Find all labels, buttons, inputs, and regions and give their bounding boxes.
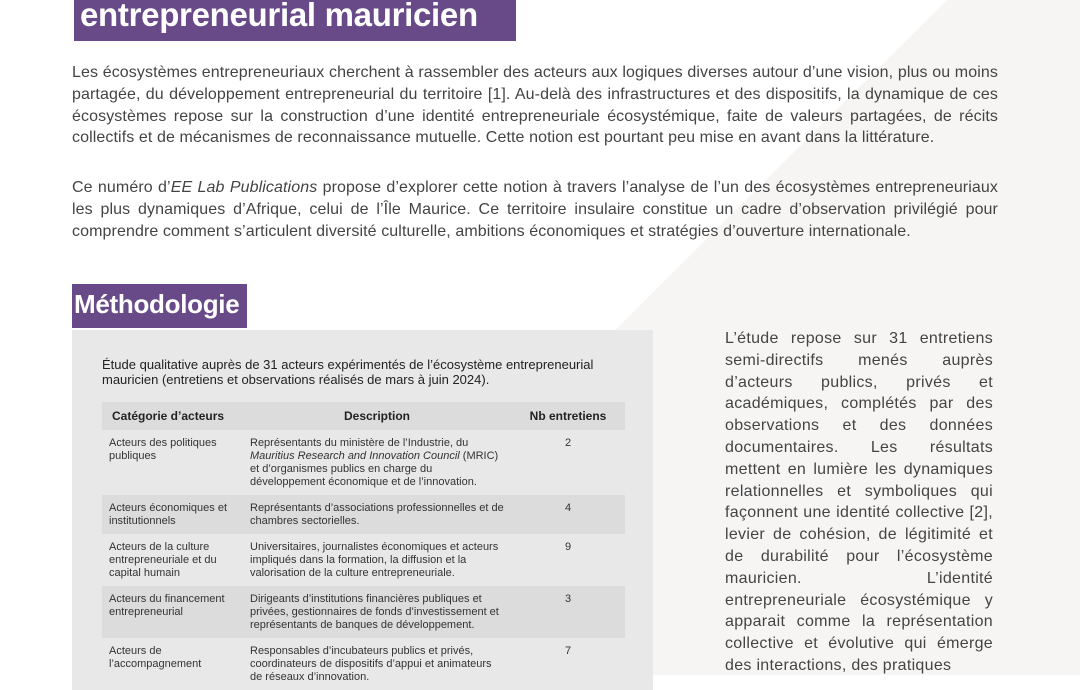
- header-description: Description: [243, 402, 511, 430]
- cell-description: Représentants d’associations professionnelles et de chambres sectorielles.: [243, 495, 511, 534]
- cell-category: Acteurs des politiques publiques: [109, 437, 217, 462]
- methodology-side-text: L’étude repose sur 31 entretiens semi-directifs menés auprès d’acteurs publics, privés et académiques, complétés par des observations et des données documentaires. Les résultats mettent en lumière les dynamiques relationnelles et symboliques qui façonnent une identité collective [2], levier de cohésion, de légitimité et de durabilité pour l’écosystème mauricien. L’identité entrepreneuriale écosystémique y apparait comme la représentation collective et évolutive qui émerge des interactions, des pratiques: [725, 330, 993, 674]
- table-row: [102, 534, 625, 586]
- page-title-text: entrepreneurial mauricien: [80, 0, 478, 33]
- cell-description: Responsables d’incubateurs publics et privés, coordinateurs de dispositifs d’appui et animateurs de réseaux d’innovation.: [250, 645, 492, 683]
- text: propose d’explorer cette notion à travers l’analyse de l’un des écosystèmes entrepreneuriaux les plus dynamiques d’Afrique, celui de l’Île Maurice. Ce territoire insulaire constitue un cadre d’observation privilégié pour comprendre comment s’articulent diversité culturelle, ambitions économiques et stratégies d’ouverture internationale.: [72, 179, 998, 240]
- cell-category: Acteurs du financement entrepreneurial: [102, 586, 243, 638]
- methodology-panel: [72, 330, 653, 690]
- table-row: [102, 638, 625, 690]
- cell-category: Acteurs de l’accompagnement: [109, 645, 202, 670]
- cell-category: Acteurs de la culture entrepreneuriale et du capital humain: [109, 541, 217, 579]
- methodology-heading: Méthodologie: [72, 284, 247, 328]
- cell-count: 4: [511, 495, 625, 534]
- header-count: Nb entretiens: [511, 402, 625, 430]
- text: Représentants du ministère de l’Industrie, du: [250, 437, 469, 449]
- text-italic: Mauritius Research and Innovation Council: [250, 450, 460, 462]
- table-row: [102, 495, 625, 534]
- cell-count: 7: [564, 645, 572, 657]
- table-row: [102, 430, 625, 495]
- cell-description: Dirigeants d’institutions financières publiques et privées, gestionnaires de fonds d’investissement et représentants de banques de développement.: [243, 586, 511, 638]
- header-category: Catégorie d’acteurs: [102, 402, 243, 430]
- cell-count: 3: [511, 586, 625, 638]
- cell-count: 9: [564, 541, 572, 553]
- panel-intro: Étude qualitative auprès de 31 acteurs expérimentés de l’écosystème entrepreneurial mauricien (entretiens et observations réalisés de mars à juin 2024).: [102, 357, 594, 387]
- text: Ce numéro d’: [72, 179, 171, 196]
- table-header-row: [102, 402, 625, 430]
- cell-count: 2: [564, 437, 572, 449]
- actors-table: [102, 402, 625, 690]
- cell-category: Acteurs économiques et institutionnels: [102, 495, 243, 534]
- cell-description: [243, 430, 511, 495]
- table-row: [102, 586, 625, 638]
- text: (MRIC) et d’organismes publics en charge du développement économique et de l’innovation.: [250, 450, 499, 488]
- intro-paragraph-2: [72, 177, 998, 242]
- publication-name: EE Lab Publications: [170, 179, 318, 196]
- intro-paragraph-1: Les écosystèmes entrepreneuriaux cherchent à rassembler des acteurs aux logiques diverses autour d’une vision, plus ou moins partagée, du développement entrepreneurial du territoire [1]. Au-delà des infrastructures et des dispositifs, la dynamique de ces écosystèmes repose sur la construction d’une identité entrepreneuriale écosystémique, faite de valeurs partagées, de récits collectifs et de mécanismes de reconnaissance mutuelle. Cette notion est pourtant peu mise en avant dans la littérature.: [72, 64, 998, 147]
- cell-description: Universitaires, journalistes économiques et acteurs impliqués dans la formation, la diffusion et la valorisation de la culture entrepreneuriale.: [250, 541, 499, 579]
- page-title: [74, 0, 516, 41]
